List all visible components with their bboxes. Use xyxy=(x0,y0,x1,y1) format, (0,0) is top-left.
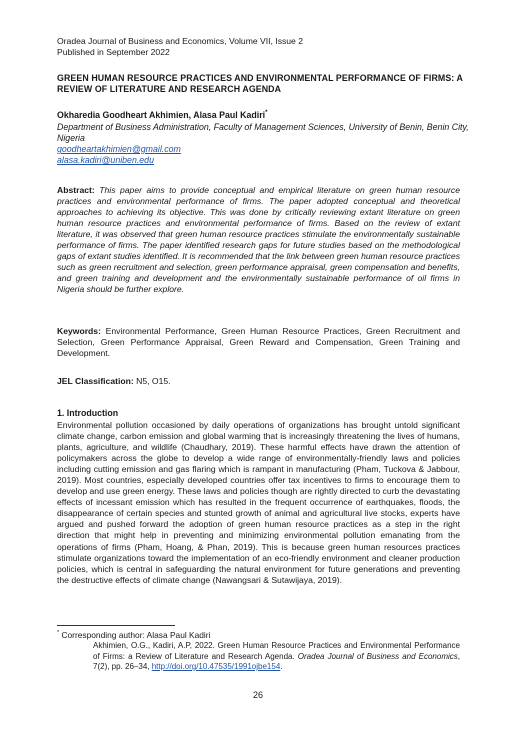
footnote-corresponding xyxy=(57,630,210,640)
citation-journal: Oradea Journal of Business and Economics xyxy=(297,651,458,661)
authors xyxy=(57,110,267,120)
doi-link[interactable]: http://doi.org/10.47535/1991ojbe154 xyxy=(151,662,281,671)
published-line: Published in September 2022 xyxy=(57,47,170,57)
corresponding-author: Corresponding author: Alasa Paul Kadiri xyxy=(61,630,211,640)
abstract-text: This paper aims to provide conceptual and empirical literature on green human resource practices and environmental performance of firms. The paper adopted conceptual and theoretical approaches to achieving its objective. This was done by critically reviewing extant literature on green human resource practices and environmental performance of firms. Based on the review of extant literature, it was observed that green human resource practices stimulate the environmentally sustainable performance of firms. The paper identified research gaps for future studies based on the methodological gaps of extant studies identified. It is recommended that the link between green human resource practices such as green recruitment and selection, green performance appraisal, green compensation and benefits, and green training and development and the environmentally sustainable performance of oil firms in Nigeria should be further explore. xyxy=(57,185,461,294)
jel-text: N5, O15. xyxy=(136,376,171,386)
abstract-label: Abstract: xyxy=(57,185,95,195)
footnote-divider xyxy=(57,625,175,626)
affiliation-block xyxy=(57,122,477,166)
author-names: Okharedia Goodheart Akhimien, Alasa Paul Kadiri xyxy=(57,110,266,120)
email-link-1[interactable]: goodheartakhimien@gmail.com xyxy=(57,144,181,154)
affiliation: Department of Business Administration, Faculty of Management Sciences, University of Benin, Benin City, Nigeria xyxy=(57,122,469,143)
citation-text: Akhimien, O.G., Kadiri, A.P, 2022. Green Human Resource Practices and Environmental Performance of Firms: a Review of Literature and Research Agenda. xyxy=(93,641,460,661)
author-footnote-mark[interactable]: * xyxy=(265,110,268,117)
keywords-label: Keywords: xyxy=(57,326,101,336)
footnote-mark: * xyxy=(57,630,60,637)
keywords-text: Environmental Performance, Green Human Resource Practices, Green Recruitment and Selection, Green Performance Appraisal, Green Reward and Compensation, Green Training and Development. xyxy=(57,326,460,358)
jel-label: JEL Classification: xyxy=(57,376,134,386)
abstract xyxy=(57,185,460,295)
journal-line: Oradea Journal of Business and Economics, Volume VII, Issue 2 xyxy=(57,36,304,46)
journal-header xyxy=(57,36,303,58)
jel-classification xyxy=(57,376,171,386)
section-heading-introduction: 1. Introduction xyxy=(57,408,119,418)
keywords xyxy=(57,326,460,359)
introduction-text: Environmental pollution occasioned by daily operations of organizations has brought untold significant climate change, carbon emission and global warming that is increasingly threatening the lives of humans, plants, agriculture, and wildlife (Chaudhary, 2019). These harmful effects have drawn the attention of policymakers across the globe to develop a wide range of environmentally-friendly laws and policies including cutting emission and gas flaring which is rampant in manufacturing (Pham, Tuckova & Jabbour, 2019). Most countries, especially developed countries offer tax incentives to firms to encourage them to develop and use green energy. These laws and policies though are rightly directed to curb the devastating effects of incessant emission which has resulted in the frequent occurrence of earthquakes, floods, the disappearance of certain species and stunted growth of animal and agricultural live stocks, experts have argued and pushed forward the adoption of green human resource practices as a step in the right direction that might help in preventing and minimizing environmental pollution emanating from the operations of firms (Pham, Hoang, & Phan, 2019). This is because green human resources practices stimulate organizations toward the implementation of an eco-friendly environment and cleaner production policies, which is central in safeguarding the natural environment for future generations and preventing the destructive effects of climate change (Nawangsari & Sutawijaya, 2019). xyxy=(57,420,460,585)
citation-volume: , 7(2), pp. 26–34, xyxy=(93,651,461,671)
page-number: 26 xyxy=(252,690,263,700)
email-link-2[interactable]: alasa.kadiri@uniben.edu xyxy=(57,155,154,165)
paper-title: GREEN HUMAN RESOURCE PRACTICES AND ENVIRONMENTAL PERFORMANCE OF FIRMS: A REVIEW OF LITERATURE AND RESEARCH AGENDA xyxy=(57,73,463,94)
footnote-citation: Akhimien, O.G., Kadiri, A.P, 2022. Green Human Resource Practices and Environmental Performance of Firms: a Review of Literature and Research Agenda. Oradea Journal of Business and Economics, 7(2), pp. 26–34, http://doi.org/10.47535/1991ojbe154. xyxy=(93,641,461,671)
